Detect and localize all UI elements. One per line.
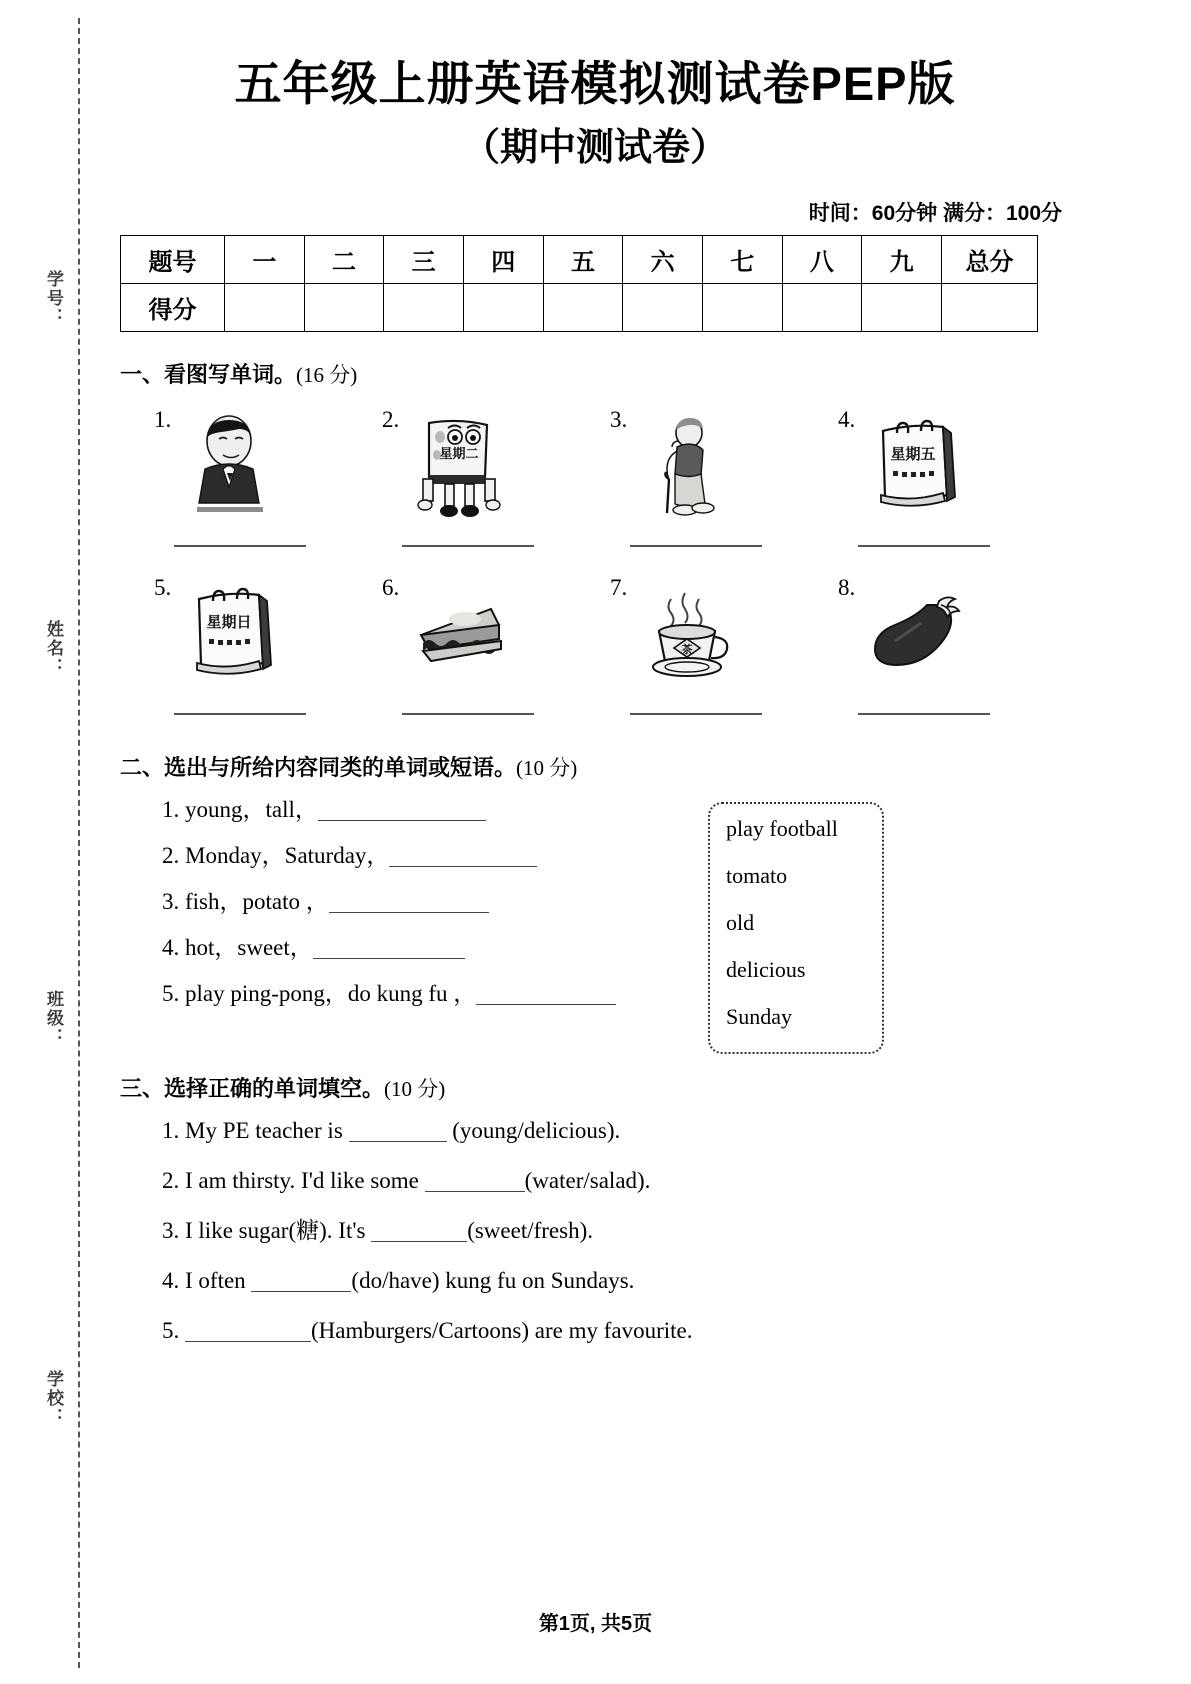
word-bank xyxy=(708,802,884,1054)
sandwich-icon xyxy=(403,579,515,691)
question-text: hot，sweet， xyxy=(185,935,313,961)
answer-blank[interactable] xyxy=(329,894,489,913)
section-2-points: (10 分) xyxy=(516,756,578,781)
score-table-col-2: 二 xyxy=(304,236,384,284)
score-table-col-1: 一 xyxy=(225,236,305,284)
picture-item-7-caption: 茶 xyxy=(681,644,693,657)
picture-item-7-number: 7. xyxy=(610,575,628,601)
answer-blank[interactable] xyxy=(313,940,465,959)
question-text-before: I like sugar(糖). It's xyxy=(185,1218,372,1244)
section-2-question-1 xyxy=(162,798,700,821)
score-table-total-label: 总分 xyxy=(942,236,1038,284)
picture-item-7-answer-blank[interactable] xyxy=(630,713,762,715)
picture-item-3 xyxy=(598,403,826,547)
answer-blank[interactable] xyxy=(476,986,616,1005)
section-1-heading xyxy=(120,358,1070,389)
score-table-col-8: 八 xyxy=(782,236,862,284)
answer-blank[interactable] xyxy=(251,1273,351,1292)
word-bank-item-1[interactable]: play football xyxy=(726,816,838,842)
picture-item-6-number: 6. xyxy=(382,575,400,601)
question-text-after: (water/salad). xyxy=(524,1168,651,1194)
picture-item-2 xyxy=(370,403,598,547)
teacup-icon xyxy=(631,579,743,691)
margin-label-school: 学校： xyxy=(44,1370,63,1427)
picture-item-5-number: 5. xyxy=(154,575,172,601)
man-portrait-icon xyxy=(175,411,287,523)
score-cell[interactable] xyxy=(862,284,942,332)
section-3-question-5 xyxy=(162,1319,1070,1342)
answer-blank[interactable] xyxy=(371,1223,467,1242)
picture-item-4-answer-blank[interactable] xyxy=(858,545,990,547)
answer-blank[interactable] xyxy=(425,1173,525,1192)
section-3-question-list xyxy=(120,1119,1070,1342)
question-number: 3. xyxy=(162,1218,180,1244)
picture-item-1-answer-blank[interactable] xyxy=(174,545,306,547)
question-number: 1. xyxy=(162,797,180,823)
score-table-col-5: 五 xyxy=(543,236,623,284)
section-1-title: 一、看图写单词。 xyxy=(120,362,297,388)
question-number: 2. xyxy=(162,1168,180,1194)
question-number: 5. xyxy=(162,1318,180,1344)
margin-label-name: 姓名： xyxy=(44,620,63,677)
score-table-score-label: 得分 xyxy=(121,284,225,332)
picture-item-2-number: 2. xyxy=(382,407,400,433)
calendar-icon xyxy=(859,411,971,523)
question-text-after: (Hamburgers/Cartoons) are my favourite. xyxy=(311,1318,693,1344)
section-2-title: 二、选出与所给内容同类的单词或短语。 xyxy=(120,755,517,781)
question-number: 1. xyxy=(162,1118,180,1144)
question-text-before: My PE teacher is xyxy=(185,1118,349,1144)
question-text-before: I often xyxy=(185,1268,252,1294)
picture-item-6-answer-blank[interactable] xyxy=(402,713,534,715)
picture-item-3-answer-blank[interactable] xyxy=(630,545,762,547)
answer-blank[interactable] xyxy=(318,802,486,821)
old-man-cane-icon xyxy=(631,411,743,523)
margin-label-student-id: 学号： xyxy=(44,270,63,327)
score-table-col-6: 六 xyxy=(623,236,703,284)
score-table-col-9: 九 xyxy=(862,236,942,284)
score-cell[interactable] xyxy=(225,284,305,332)
score-table xyxy=(120,235,1038,332)
score-table-score-row xyxy=(121,284,1038,332)
score-cell[interactable] xyxy=(384,284,464,332)
word-bank-item-2[interactable]: tomato xyxy=(726,863,788,889)
section-2-body xyxy=(120,798,1070,1054)
question-number: 3. xyxy=(162,889,180,915)
score-table-row-label: 题号 xyxy=(121,236,225,284)
picture-item-1 xyxy=(142,403,370,547)
picture-item-2-answer-blank[interactable] xyxy=(402,545,534,547)
question-text-after: (young/delicious). xyxy=(446,1118,621,1144)
question-text: young，tall， xyxy=(185,797,318,823)
margin-dashed-rule xyxy=(78,18,80,1668)
score-cell[interactable] xyxy=(702,284,782,332)
section-3-question-1 xyxy=(162,1119,1070,1142)
word-bank-item-3[interactable]: old xyxy=(726,910,755,936)
spongebob-calendar-icon xyxy=(403,411,515,523)
picture-item-4 xyxy=(826,403,1054,547)
question-text-before: I am thirsty. I'd like some xyxy=(185,1168,425,1194)
score-table-header-row xyxy=(121,236,1038,284)
question-text-after: (sweet/fresh). xyxy=(467,1218,593,1244)
score-cell[interactable] xyxy=(623,284,703,332)
picture-item-5-answer-blank[interactable] xyxy=(174,713,306,715)
section-2-question-5 xyxy=(162,982,700,1005)
picture-item-5-caption: 星期日 xyxy=(206,614,252,632)
picture-item-3-number: 3. xyxy=(610,407,628,433)
section-1-points: (16 分) xyxy=(296,363,358,388)
question-number: 5. xyxy=(162,981,180,1007)
score-table-col-3: 三 xyxy=(384,236,464,284)
picture-item-2-caption: 星期二 xyxy=(439,446,479,462)
picture-item-7 xyxy=(598,571,826,715)
question-text: Monday，Saturday， xyxy=(185,843,390,869)
question-text: play ping-pong，do kung fu ， xyxy=(185,981,477,1007)
score-cell-total[interactable] xyxy=(942,284,1038,332)
picture-item-4-caption: 星期五 xyxy=(890,446,936,464)
picture-item-6 xyxy=(370,571,598,715)
picture-row-2 xyxy=(120,571,1070,715)
section-3-question-3 xyxy=(162,1219,1070,1242)
section-2-question-3 xyxy=(162,890,700,913)
section-3-title: 三、选择正确的单词填空。 xyxy=(120,1076,385,1102)
page-title: 五年级上册英语模拟测试卷PEP版 xyxy=(234,57,956,110)
question-number: 4. xyxy=(162,935,180,961)
eggplant-icon xyxy=(859,579,971,691)
section-3-points: (10 分) xyxy=(384,1077,446,1102)
picture-row-1 xyxy=(120,403,1070,547)
picture-item-4-number: 4. xyxy=(838,407,856,433)
section-2-question-4 xyxy=(162,936,700,959)
section-3-heading xyxy=(120,1072,1070,1103)
section-2-question-list xyxy=(120,798,700,1054)
picture-item-8-answer-blank[interactable] xyxy=(858,713,990,715)
score-cell[interactable] xyxy=(543,284,623,332)
picture-item-1-number: 1. xyxy=(154,407,172,433)
picture-item-8 xyxy=(826,571,1054,715)
word-bank-item-4[interactable]: delicious xyxy=(726,957,806,983)
score-table-col-7: 七 xyxy=(702,236,782,284)
score-cell[interactable] xyxy=(304,284,384,332)
word-bank-item-5[interactable]: Sunday xyxy=(726,1004,792,1030)
picture-item-8-number: 8. xyxy=(838,575,856,601)
page-subtitle: （期中测试卷） xyxy=(461,126,728,169)
question-text: fish，potato ， xyxy=(185,889,329,915)
score-table-col-4: 四 xyxy=(463,236,543,284)
section-3-question-4 xyxy=(162,1269,1070,1292)
answer-blank[interactable] xyxy=(389,848,537,867)
answer-blank[interactable] xyxy=(185,1323,311,1342)
exam-sheet xyxy=(120,0,1070,1684)
page-footer: 第1页, 共5页 xyxy=(538,1613,653,1635)
question-number: 4. xyxy=(162,1268,180,1294)
question-number: 2. xyxy=(162,843,180,869)
question-text-after: (do/have) kung fu on Sundays. xyxy=(351,1268,635,1294)
score-cell[interactable] xyxy=(782,284,862,332)
score-cell[interactable] xyxy=(463,284,543,332)
section-2-question-2 xyxy=(162,844,700,867)
margin-label-class: 班级： xyxy=(44,990,63,1047)
exam-meta: 时间：60分钟 满分：100分 xyxy=(808,202,1062,226)
section-3-question-2 xyxy=(162,1169,1070,1192)
section-2-heading xyxy=(120,751,1070,782)
picture-item-5 xyxy=(142,571,370,715)
answer-blank[interactable] xyxy=(349,1123,447,1142)
calendar-icon xyxy=(175,579,287,691)
